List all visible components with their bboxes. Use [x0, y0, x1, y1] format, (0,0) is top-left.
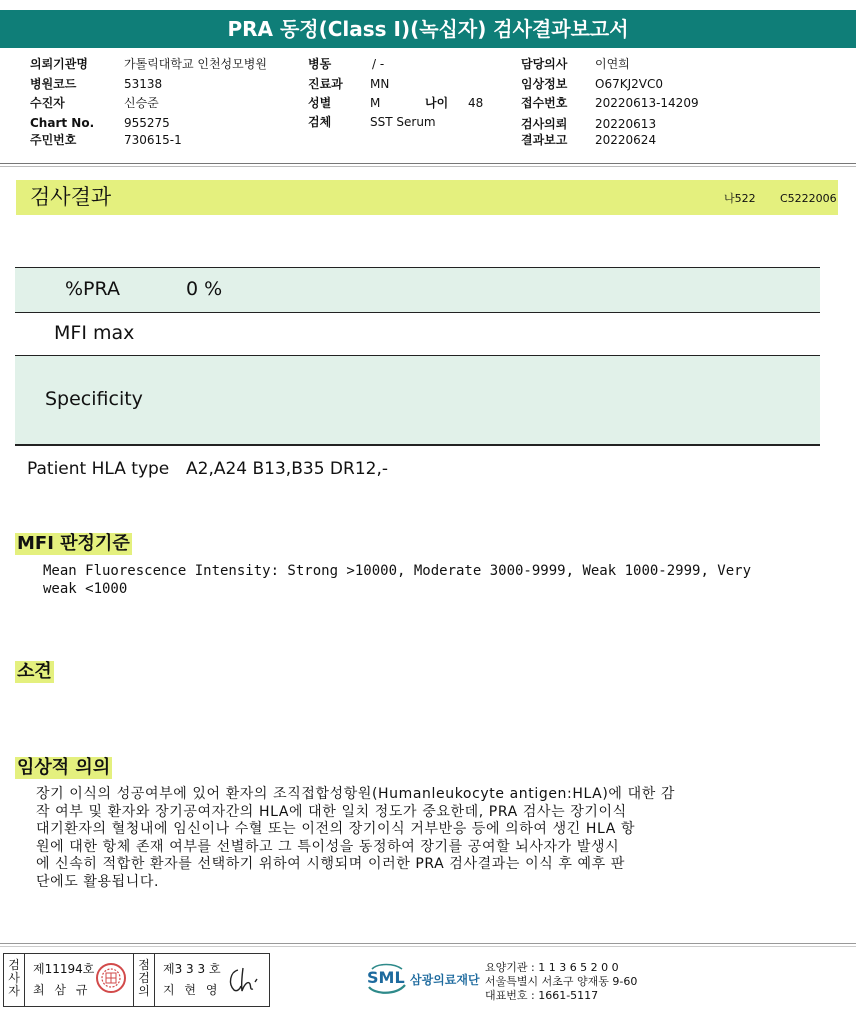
pra-value: 0 % — [186, 278, 223, 300]
clinical-line-2: 작 여부 및 환자와 장기공여자간의 HLA에 대한 일치 정도가 중요한데, PRA 검사는 장기이식 — [36, 804, 627, 820]
reviewer-vertical-2: 검 — [138, 971, 150, 985]
mfi-criteria-line-2: weak <1000 — [43, 581, 128, 597]
specificity-label: Specificity — [45, 388, 143, 410]
reviewer-vertical-1: 점 — [138, 958, 150, 972]
label-age: 나이 — [425, 96, 449, 110]
header-divider-light — [0, 166, 856, 167]
value-resident-number: 730615-1 — [124, 133, 182, 147]
clinical-line-6: 단에도 활용됩니다. — [36, 874, 160, 890]
tester-vertical-1: 검 — [8, 958, 20, 972]
label-requesting-institution: 의뢰기관명 — [30, 57, 88, 71]
label-resident-number: 주민번호 — [30, 133, 77, 147]
section-title: 검사결과 — [30, 185, 112, 209]
tester-license: 제11194호 — [33, 962, 95, 976]
pra-row — [15, 267, 820, 313]
tester-name: 최 삼 규 — [33, 983, 91, 997]
label-chart-no: Chart No. — [30, 116, 95, 130]
value-sex: M — [370, 96, 381, 110]
org-info-line-2: 서울특별시 서초구 양재동 9-60 — [485, 975, 638, 988]
label-receipt-number: 접수번호 — [521, 96, 568, 110]
signature-divider-2 — [133, 953, 134, 1007]
mfi-max-label: MFI max — [54, 322, 135, 344]
reviewer-name: 지 현 영 — [163, 983, 221, 997]
hla-type-value: A2,A24 B13,B35 DR12,- — [186, 459, 388, 479]
value-result-report-date: 20220624 — [595, 133, 657, 147]
section-code-2: C5222006 — [780, 192, 837, 205]
signature-icon — [224, 962, 260, 998]
clinical-heading: 임상적 의의 — [17, 757, 111, 778]
clinical-line-1: 장기 이식의 성공여부에 있어 환자의 조직접합성항원(Humanleukocyte antigen:HLA)에 대한 감 — [36, 786, 676, 802]
reviewer-license: 제3 3 3 호 — [163, 962, 221, 976]
org-name: 삼광의료재단 — [410, 973, 480, 987]
org-info-line-1: 요양기관 : 1 1 3 6 5 2 0 0 — [485, 961, 619, 974]
clinical-line-4: 원에 대한 항체 존재 여부를 선별하고 그 특이성을 동정하여 장기를 공여할 뇌사자가 발생시 — [36, 839, 620, 855]
label-clinical-info: 임상정보 — [521, 77, 568, 91]
label-department: 진료과 — [308, 77, 343, 91]
seal-stamp-icon — [95, 962, 127, 994]
label-sex: 성별 — [308, 96, 332, 110]
value-chart-no: 955275 — [124, 116, 170, 130]
value-specimen: SST Serum — [370, 115, 436, 129]
report-title: PRA 동정(Class I)(녹십자) 검사결과보고서 — [0, 10, 856, 48]
signature-divider-1 — [24, 953, 25, 1007]
clinical-line-5: 에 신속히 적합한 환자를 선택하기 위하여 시행되며 이러한 PRA 검사결과는 이식 후 예후 판 — [36, 856, 625, 872]
value-ward: / - — [372, 57, 385, 71]
value-clinical-info: O67KJ2VC0 — [595, 77, 663, 91]
value-requesting-institution: 가톨릭대학교 인천성모병원 — [124, 57, 267, 71]
value-patient: 신승준 — [124, 96, 159, 110]
label-test-request-date: 검사의뢰 — [521, 117, 568, 131]
pra-label: %PRA — [65, 278, 120, 300]
value-age: 48 — [468, 96, 484, 110]
signature-divider-3 — [154, 953, 155, 1007]
value-attending-doctor: 이연희 — [595, 57, 630, 71]
header-divider — [0, 163, 856, 164]
section-code-1: 나522 — [724, 192, 756, 205]
clinical-line-3: 대기환자의 혈청내에 임신이나 수혈 또는 이전의 장기이식 거부반응 등에 의하여 생긴 HLA 항 — [36, 821, 636, 837]
label-patient: 수진자 — [30, 96, 65, 110]
value-department: MN — [370, 77, 390, 91]
label-attending-doctor: 담당의사 — [521, 57, 568, 71]
mfi-criteria-heading: MFI 판정기준 — [17, 533, 130, 554]
value-test-request-date: 20220613 — [595, 117, 657, 131]
label-result-report-date: 결과보고 — [521, 133, 568, 147]
label-specimen: 검체 — [308, 115, 332, 129]
tester-vertical-3: 자 — [8, 984, 20, 998]
label-ward: 병동 — [308, 57, 332, 71]
label-hospital-code: 병원코드 — [30, 77, 77, 91]
value-hospital-code: 53138 — [124, 77, 163, 91]
opinion-heading: 소견 — [17, 661, 52, 682]
section-band — [16, 180, 838, 215]
mfi-criteria-line-1: Mean Fluorescence Intensity: Strong >10000, Moderate 3000-9999, Weak 1000-2999, Very — [43, 563, 752, 579]
footer-divider — [0, 943, 856, 944]
value-receipt-number: 20220613-14209 — [595, 96, 699, 110]
footer-divider-light — [0, 946, 856, 947]
tester-vertical-2: 사 — [8, 971, 20, 985]
sml-logo-text: SML — [367, 968, 405, 987]
hla-type-label: Patient HLA type — [27, 459, 170, 479]
reviewer-vertical-3: 의 — [138, 984, 150, 998]
org-info-line-3: 대표번호 : 1661-5117 — [485, 989, 599, 1002]
